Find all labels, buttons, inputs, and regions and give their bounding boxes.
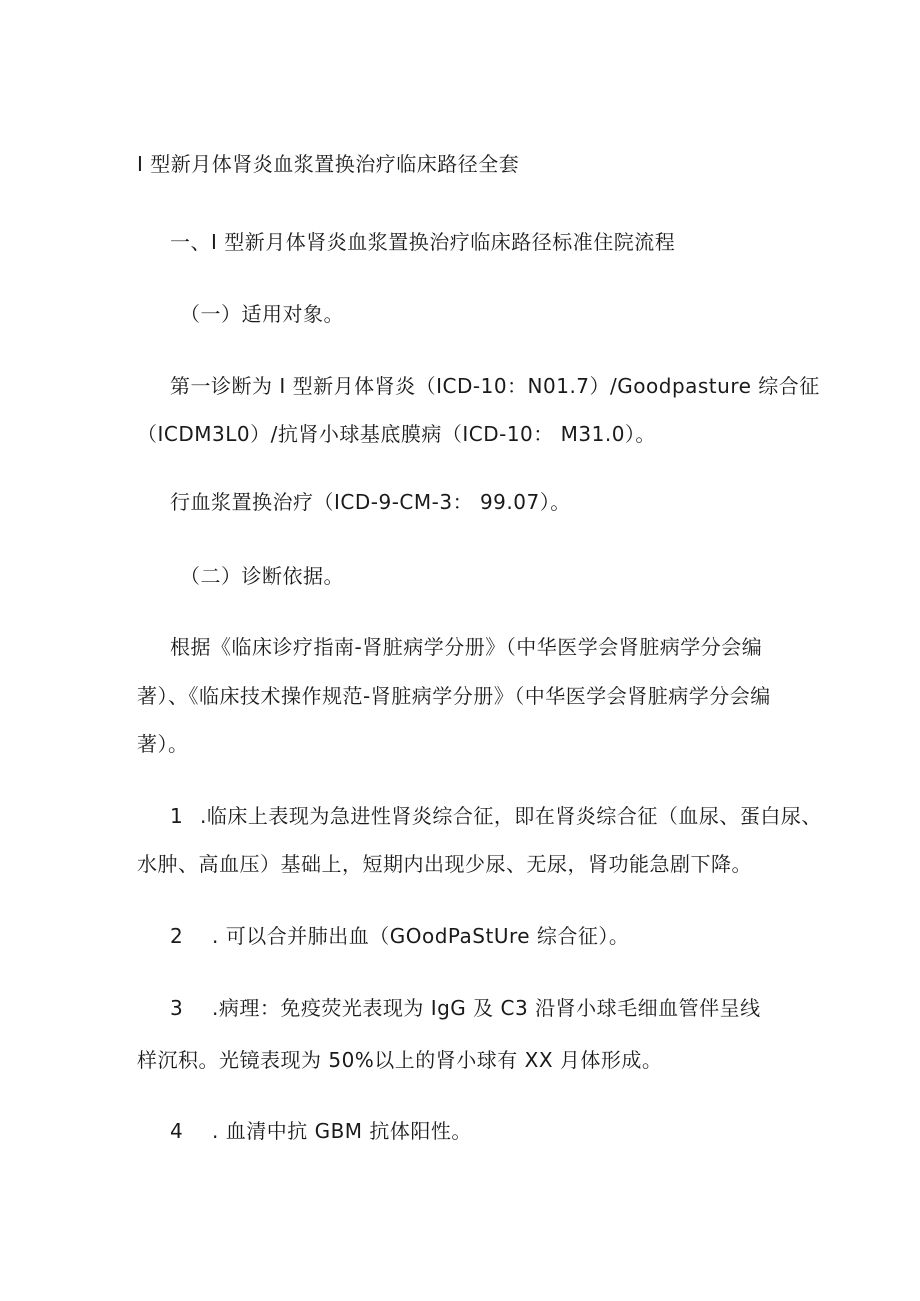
subsection-heading: （一）适用对象。 xyxy=(180,302,344,326)
list-item-continuation: 水肿、高血压）基础上，短期内出现少尿、无尿，肾功能急剧下降。 xyxy=(137,852,752,876)
paragraph-line: 著）。 xyxy=(137,732,189,756)
list-item-number: 2 xyxy=(170,924,184,948)
section-heading: 一、I 型新月体肾炎血浆置换治疗临床路径标准住院流程 xyxy=(170,230,676,254)
list-item xyxy=(170,802,822,830)
paragraph-line: 根据《临床诊疗指南-肾脏病学分册》（中华医学会肾脏病学分会编 xyxy=(170,635,763,659)
paragraph-line: 第一诊断为 I 型新月体肾炎（ICD-10：N01.7）/Goodpasture 综合征 xyxy=(170,374,820,398)
list-item xyxy=(170,922,629,950)
list-item-continuation: 样沉积。光镜表现为 50%以上的肾小球有 XX 月体形成。 xyxy=(137,1048,663,1072)
list-item xyxy=(170,994,761,1022)
document-title: I 型新月体肾炎血浆置换治疗临床路径全套 xyxy=(137,152,520,176)
list-item-text: . 血清中抗 GBM 抗体阳性。 xyxy=(212,1119,472,1143)
list-item-text: .病理：免疫荧光表现为 IgG 及 C3 沿肾小球毛细血管伴呈线 xyxy=(212,996,761,1020)
list-item-text: .临床上表现为急进性肾炎综合征，即在肾炎综合征（血尿、蛋白尿、 xyxy=(200,804,822,828)
list-item-number: 1 xyxy=(170,804,184,828)
list-item-number: 4 xyxy=(170,1119,184,1143)
paragraph-line: 行血浆置换治疗（ICD-9-CM-3： 99.07）。 xyxy=(170,490,571,514)
list-item xyxy=(170,1117,472,1145)
paragraph-line: 著）、《临床技术操作规范-肾脏病学分册》（中华医学会肾脏病学分会编 xyxy=(137,684,771,708)
list-item-number: 3 xyxy=(170,996,184,1020)
list-item-text: . 可以合并肺出血（GOodPaStUre 综合征）。 xyxy=(212,924,630,948)
paragraph-line: （ICDM3L0）/抗肾小球基底膜病（ICD-10： M31.0）。 xyxy=(137,422,656,446)
subsection-heading: （二）诊断依据。 xyxy=(180,564,344,588)
